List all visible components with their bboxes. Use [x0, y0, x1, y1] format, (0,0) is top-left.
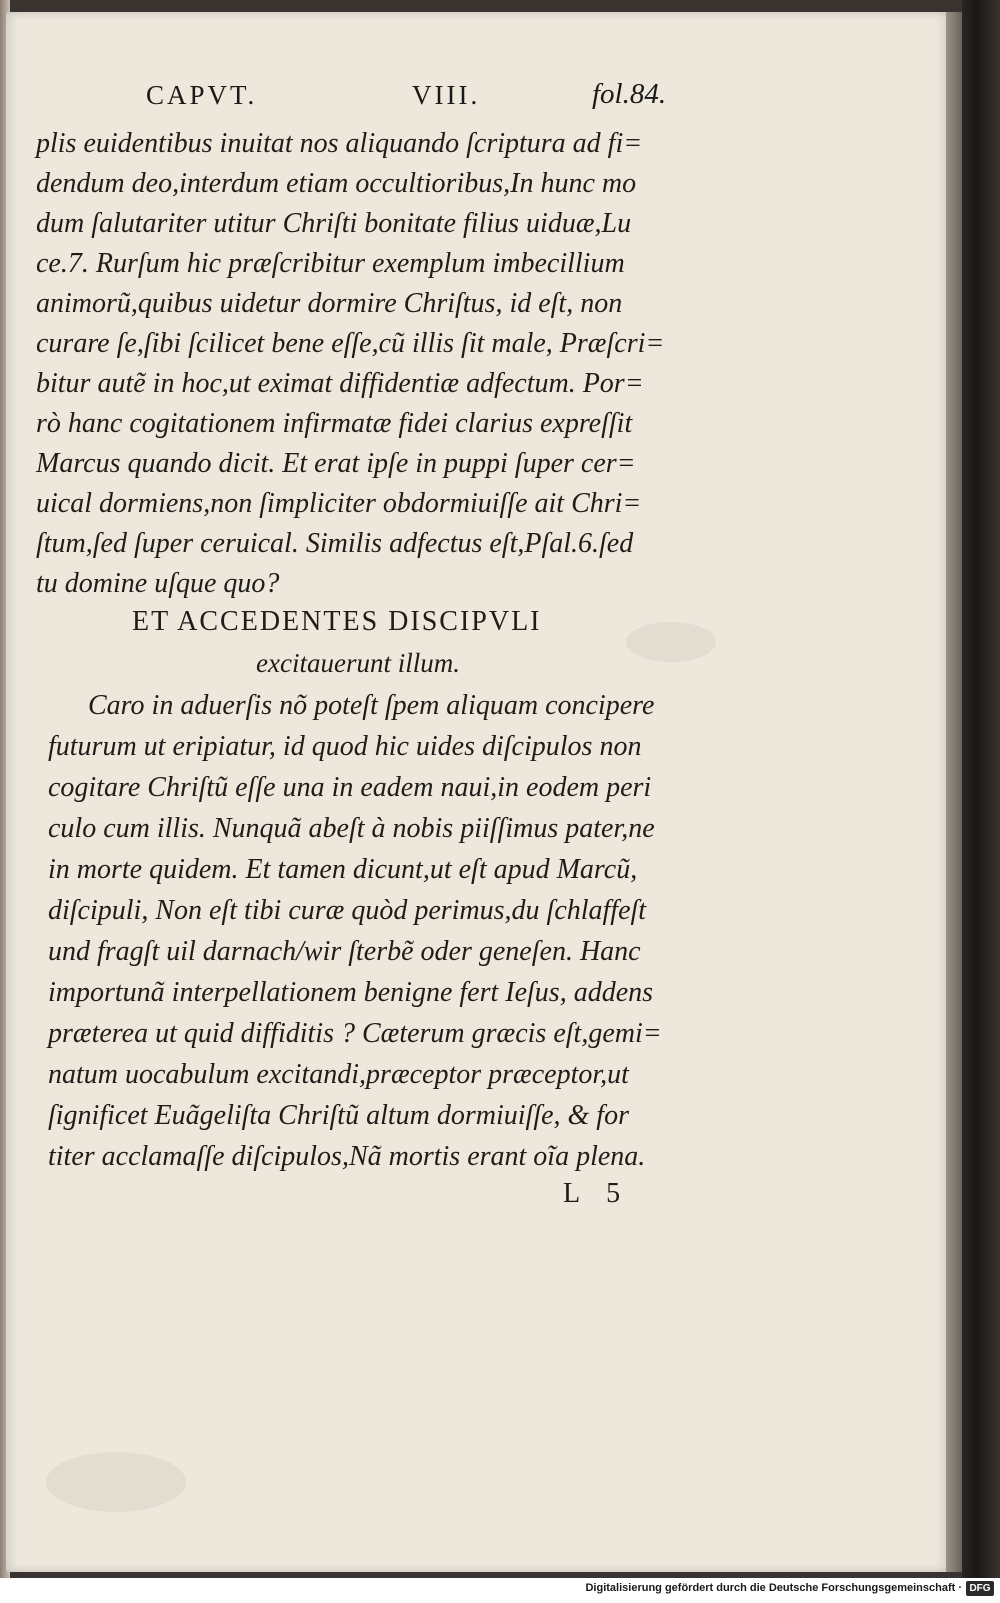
chapter-number: VIII.	[412, 80, 481, 110]
text-line: curare ſe,ſibi ſcilicet bene eſſe,cũ illis ſit male, Præſcri=	[36, 328, 665, 359]
credit-text: Digitalisierung gefördert durch die Deutsche Forschungsgemeinschaft ·	[585, 1582, 962, 1594]
text-line: titer acclamaſſe diſcipulos,Nã mortis erant oĩa plena.	[48, 1141, 646, 1172]
section-subheading: excitauerunt illum.	[256, 648, 460, 678]
text-line: importunã interpellationem benigne fert Ieſus, addens	[48, 977, 654, 1008]
folio-number: fol.84.	[592, 78, 667, 110]
page-stain	[626, 622, 716, 662]
dfg-logo: DFG	[966, 1581, 994, 1596]
text-line: ſtum,ſed ſuper ceruical. Similis adfectus eſt,Pſal.6.ſed	[36, 528, 634, 559]
chapter-label: CAPVT.	[146, 80, 258, 110]
text-line: ſignificet Euãgeliſta Chriſtũ altum dormiuiſſe, & for	[48, 1100, 629, 1131]
text-line: cogitare Chriſtũ eſſe una in eadem naui,in eodem peri	[48, 772, 652, 803]
text-line: tu domine uſque quo?	[36, 568, 280, 599]
section-heading: ET ACCEDENTES DISCIPVLI	[132, 606, 542, 637]
text-line: animorũ,quibus uidetur dormire Chriſtus, id eſt, non	[36, 288, 623, 319]
text-line: rò hanc cogitationem infirmatæ fidei clarius expreſſit	[36, 408, 633, 439]
text-line: ce.7. Rurſum hic præſcribitur exemplum imbecillium	[36, 248, 625, 279]
signature-mark: L 5	[563, 1178, 631, 1209]
running-header	[140, 80, 700, 120]
text-line: plis euidentibus inuitat nos aliquando ſcriptura ad fi=	[36, 128, 643, 159]
text-line: Marcus quando dicit. Et erat ipſe in puppi ſuper cer=	[36, 448, 636, 479]
text-line: uical dormiens,non ſimpliciter obdormiuiſſe ait Chri=	[36, 488, 642, 519]
text-line: diſcipuli, Non eſt tibi curæ quòd perimus,du ſchlaffeſt	[48, 895, 647, 926]
text-line: in morte quidem. Et tamen dicunt,ut eſt apud Marcũ,	[48, 854, 638, 885]
text-line: Caro in aduerſis nõ poteſt ſpem aliquam concipere	[88, 690, 655, 721]
book-binding	[962, 0, 1000, 1578]
text-line: und fragſt uil darnach/wir ſterbẽ oder geneſen. Hanc	[48, 936, 641, 967]
page-edge	[946, 12, 962, 1572]
text-line: præterea ut quid diffiditis ? Cæterum græcis eſt,gemi=	[48, 1018, 662, 1049]
text-line: bitur autẽ in hoc,ut eximat diffidentiæ adfectum. Por=	[36, 368, 644, 399]
text-line: culo cum illis. Nunquã abeſt à nobis piiſſimus pater,ne	[48, 813, 655, 844]
text-line: dum ſalutariter utitur Chriſti bonitate filius uiduæ,Lu	[36, 208, 632, 239]
page-stain	[46, 1452, 186, 1512]
digitization-credit-bar	[0, 1578, 1000, 1603]
text-line: dendum deo,interdum etiam occultioribus,In hunc mo	[36, 168, 637, 199]
text-line: futurum ut eripiatur, id quod hic uides diſcipulos non	[48, 731, 642, 762]
text-line: natum uocabulum excitandi,præceptor præceptor,ut	[48, 1059, 629, 1090]
